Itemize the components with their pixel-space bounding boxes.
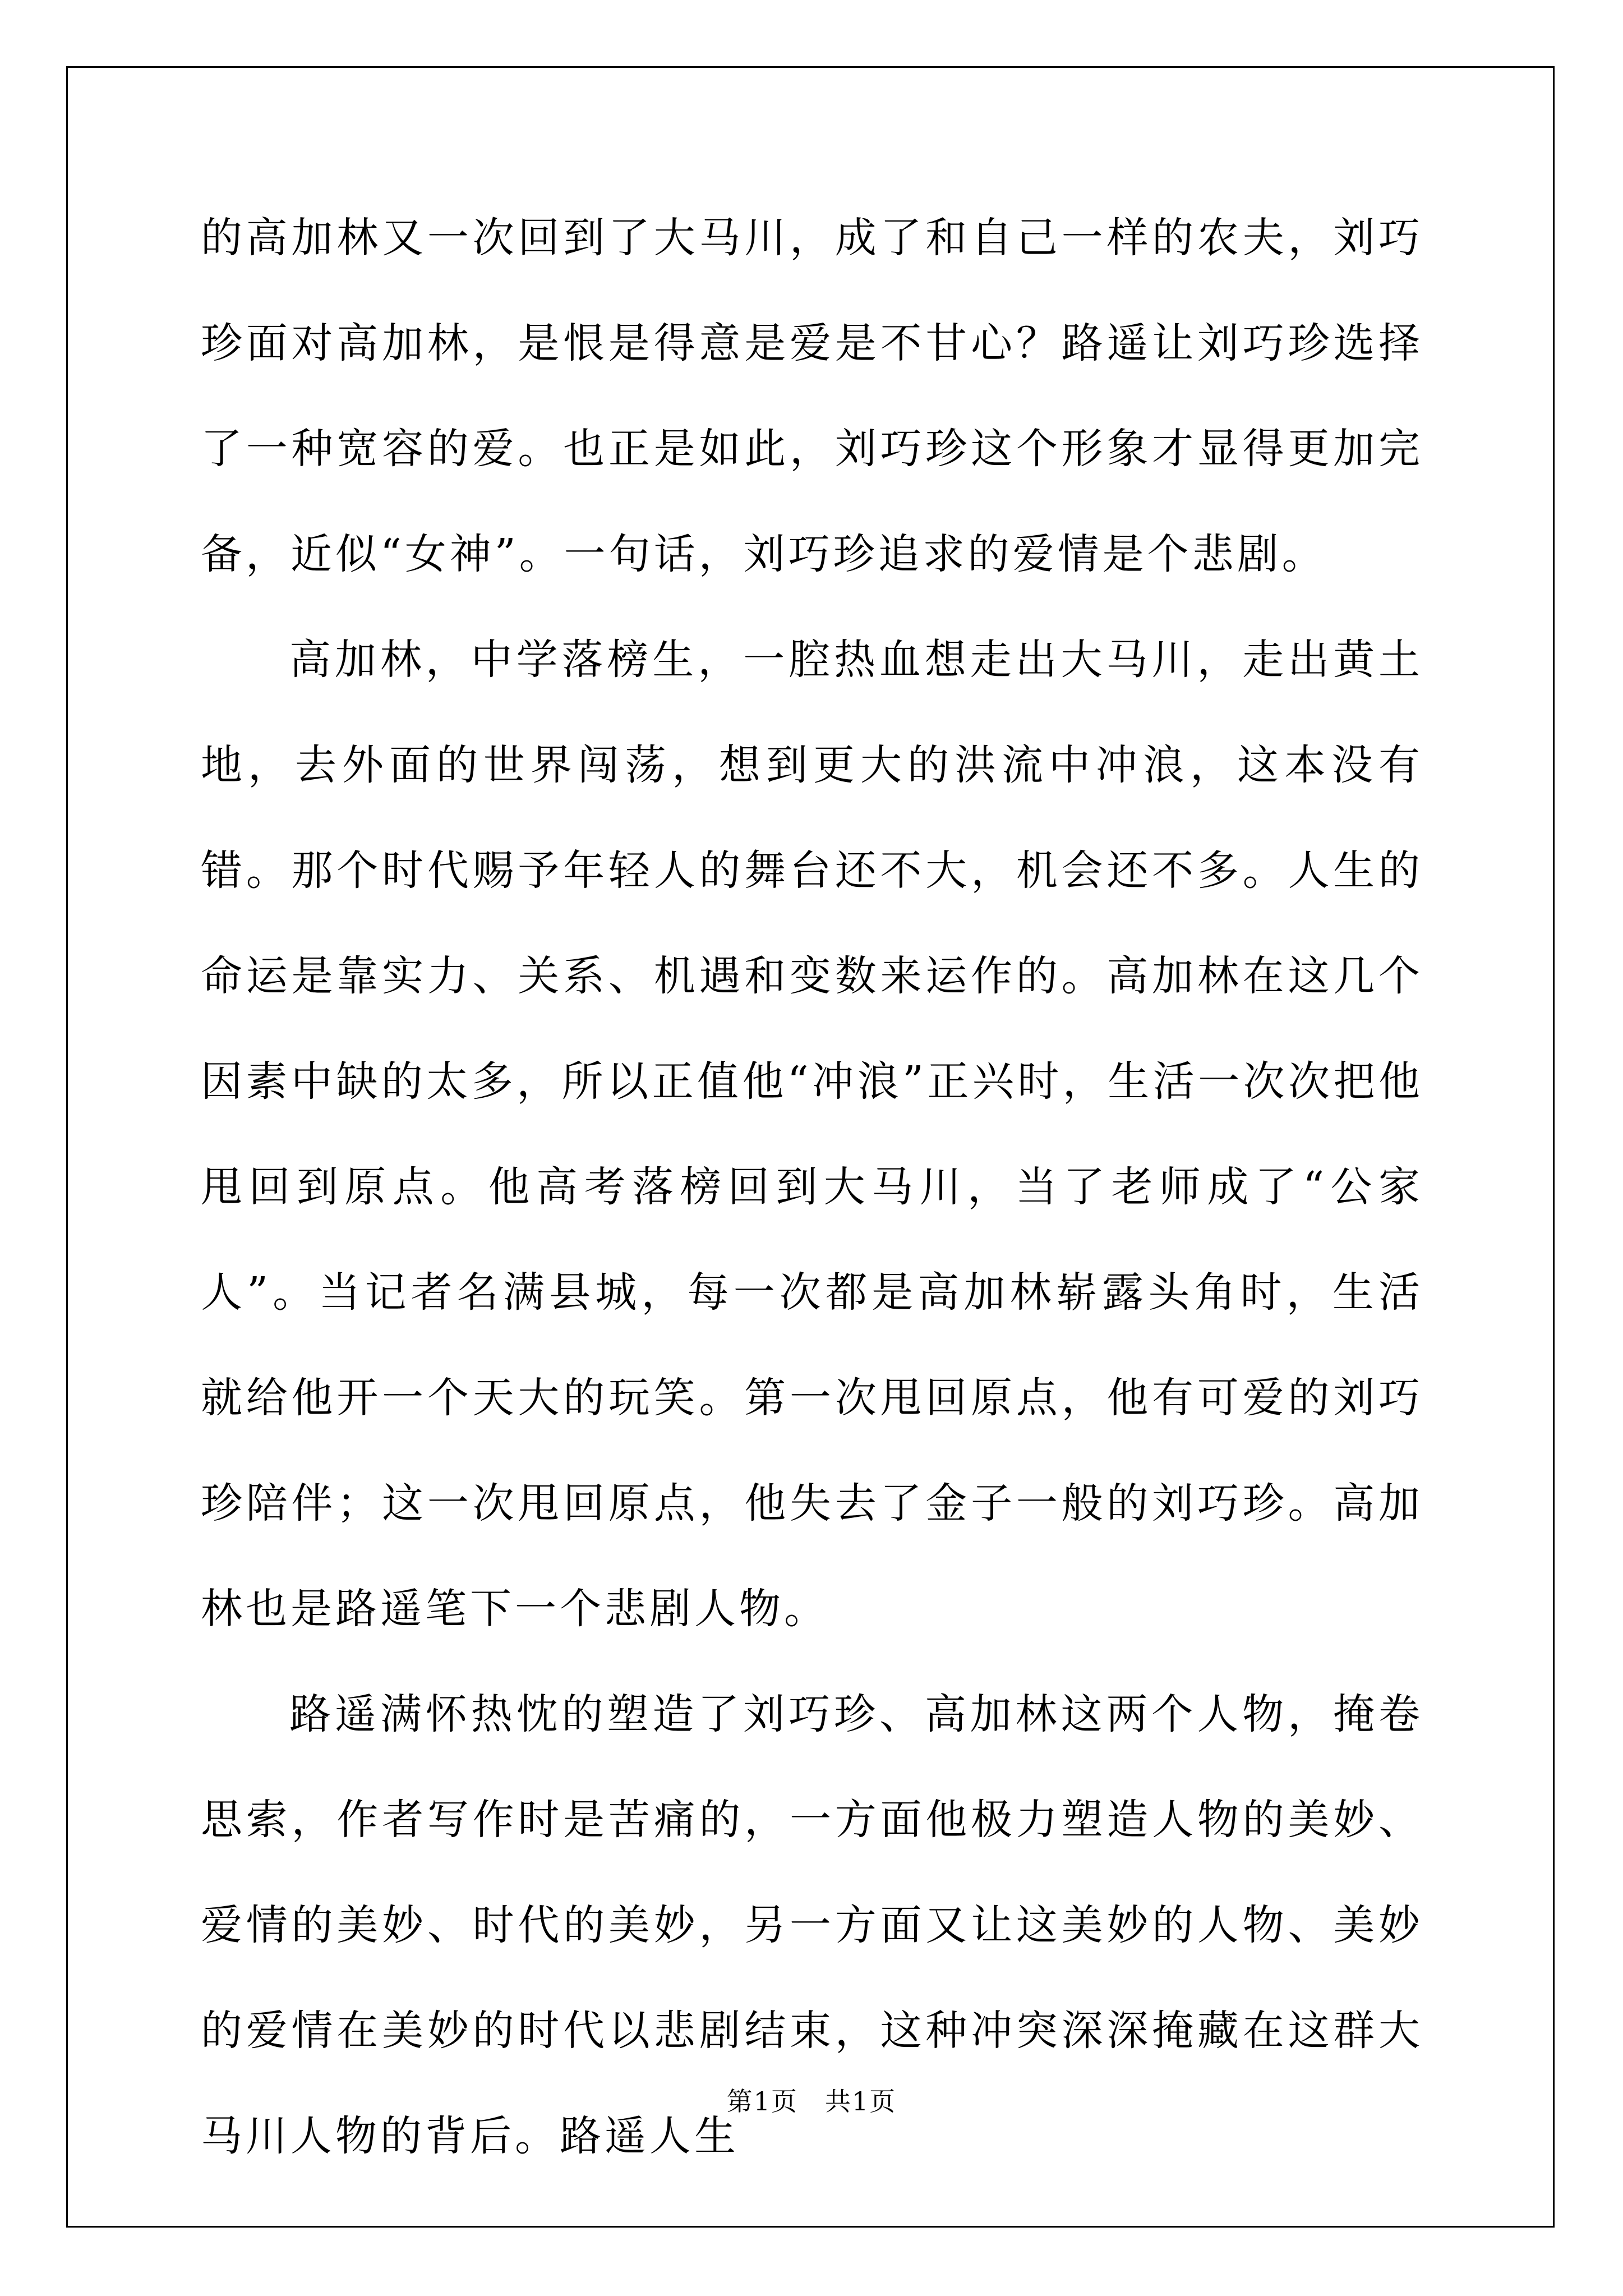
paragraph-3: 路遥满怀热忱的塑造了刘巧珍、高加林这两个人物，掩卷思索，作者写作时是苦痛的，一方面他极力塑造人物的美妙、爱情的美妙、时代的美妙，另一方面又让这美妙的人物、美妙的爱情在美妙的时代以悲剧结束，这种冲突深深掩藏在这群大马川人物的背后。路遥人生 <box>201 1690 1423 2160</box>
document-body <box>201 185 1423 2189</box>
paragraph-2: 高加林，中学落榜生，一腔热血想走出大马川，走出黄土地，去外面的世界闯荡，想到更大的洪流中冲浪，这本没有错。那个时代赐予年轻人的舞台还不大，机会还不多。人生的命运是靠实力、关系、机遇和变数来运作的。高加林在这几个因素中缺的太多，所以正值他“冲浪”正兴时，生活一次次把他甩回到原点。他高考落榜回到大马川，当了老师成了“公家人”。当记者名满县城，每一次都是高加林崭露头角时，生活就给他开一个天大的玩笑。第一次甩回原点，他有可爱的刘巧珍陪伴；这一次甩回原点，他失去了金子一般的刘巧珍。高加林也是路遥笔下一个悲剧人物。 <box>201 636 1423 1633</box>
paragraph-1: 的高加林又一次回到了大马川，成了和自己一样的农夫，刘巧珍面对高加林，是恨是得意是爱是不甘心？路遥让刘巧珍选择了一种宽容的爱。也正是如此，刘巧珍这个形象才显得更加完备，近似“女神”。一句话，刘巧珍追求的爱情是个悲剧。 <box>201 214 1423 578</box>
page-number-footer: 第1页 共1页 <box>726 2086 897 2116</box>
